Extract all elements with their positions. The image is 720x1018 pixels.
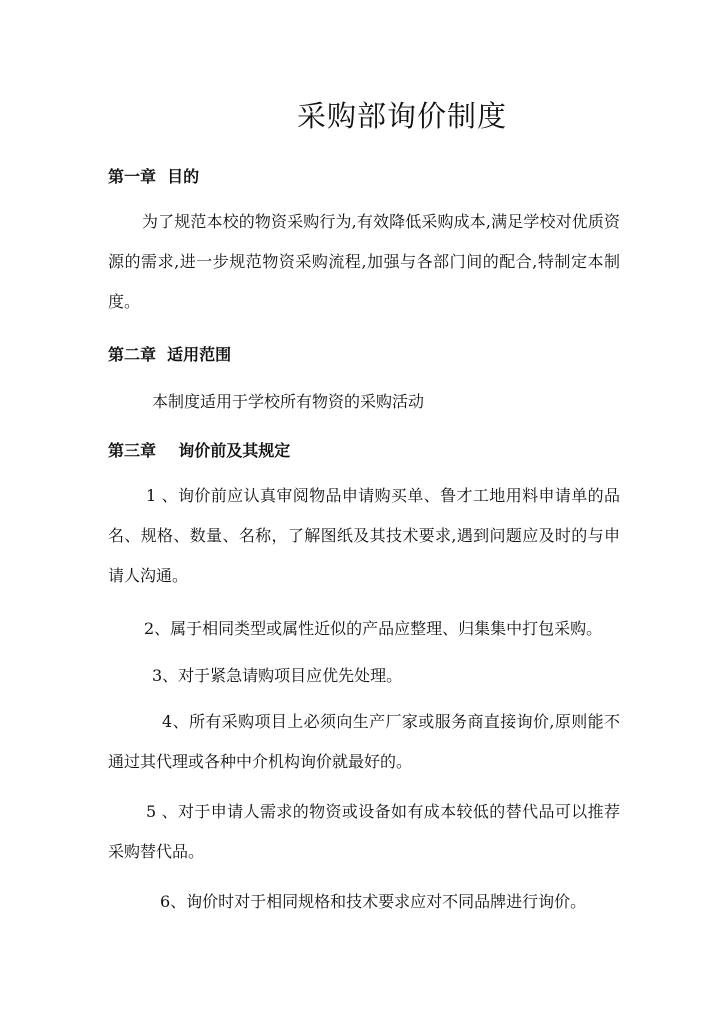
chapter-3-heading: 第三章 询价前及其规定	[108, 441, 291, 460]
chapter-3-item-4: 4、所有采购项目上必须向生产厂家或服务商直接询价,原则能不通过其代理或各种中介机构询价就最好的。	[108, 712, 620, 771]
chapter-3-item-6: 6、询价时对于相同规格和技术要求应对不同品牌进行询价。	[160, 892, 587, 911]
chapter-3-item-3: 3、对于紧急请购项目应优先处理。	[152, 666, 403, 685]
chapter-1-paragraph: 为了规范本校的物资采购行为,有效降低采购成本,满足学校对优质资源的需求,进一步规范物资采购流程,加强与各部门间的配合,特制定本制度。	[108, 212, 620, 311]
chapter-1-heading: 第一章 目的	[108, 167, 200, 186]
document-title: 采购部询价制度	[296, 99, 507, 133]
chapter-3-item-5: 5 、对于申请人需求的物资或设备如有成本较低的替代品可以推荐采购替代品。	[108, 802, 620, 861]
chapter-2-heading: 第二章 适用范围	[108, 345, 232, 364]
chapter-3-item-1: 1 、询价前应认真审阅物品申请购买单、鲁才工地用料申请单的品名、规格、数量、名称，了解图纸及其技术要求,遇到问题应及时的与申请人沟通。	[108, 486, 620, 585]
chapter-2-paragraph: 本制度适用于学校所有物资的采购活动	[152, 392, 425, 411]
chapter-3-item-2: 2、属于相同类型或属性近似的产品应整理、归集集中打包采购。	[144, 619, 603, 638]
